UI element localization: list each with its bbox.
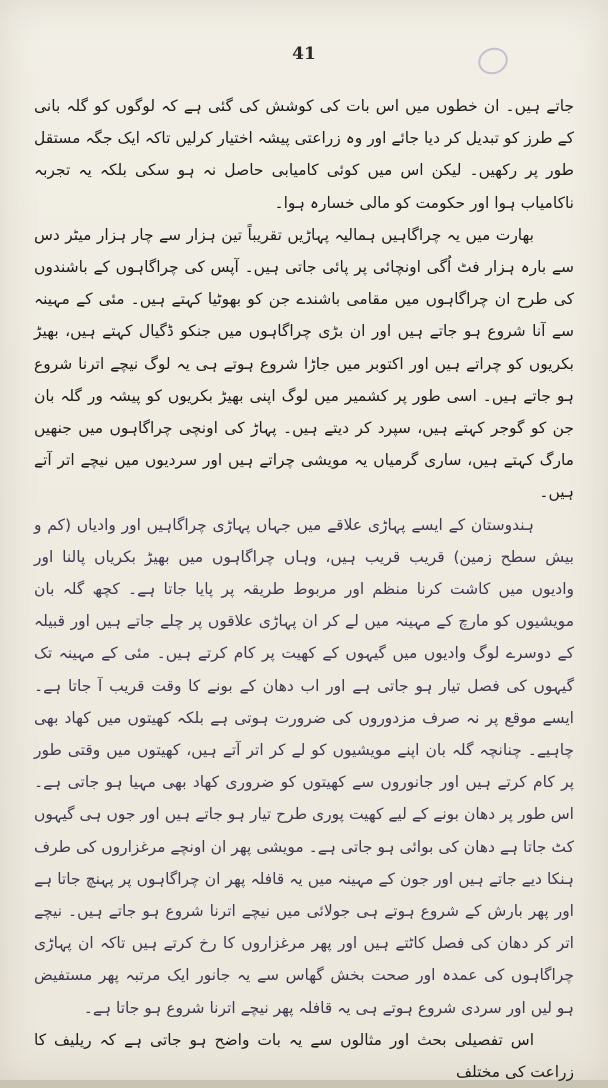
body-text — [34, 90, 574, 1088]
paragraph-2: بھارت میں یہ چراگاہیں ہمالیہ پہاڑیں تقریباً تین ہزار سے چار ہزار میٹر دس سے بارہ ہزار فٹ اُگی اونچائی پر پائی جاتی ہیں۔ آپس کی چراگاہوں کے باشندوں کی طرح ان چراگاہوں میں مقامی باشندے جن کو بھوٹیا کہتے ہیں۔ مئی کے مہینہ سے آنا شروع ہو جاتے ہیں اور ان بڑی چراگاہوں میں جنکو ڈگیال کہتے ہیں، بھیڑ بکریوں کو چراتے ہیں اور اکتوبر میں جاڑا شروع ہوتے ہی یہ لوگ نیچے اترنا شروع ہو جاتے ہیں۔ اسی طور پر کشمیر میں لوگ اپنی بھیڑ بکریوں کو پیشہ ور گلہ بان جن کو گوجر کہتے ہیں، سپرد کر دیتے ہیں۔ پہاڑ کی اونچی چراگاہوں میں جنھیں مارگ کہتے ہیں، ساری گرمیاں یہ مویشی چراتے ہیں اور سردیوں میں نیچے اتر آتے ہیں۔ — [34, 225, 574, 502]
page-number: 41 — [292, 44, 316, 64]
paragraph-4: اس تفصیلی بحث اور مثالوں سے یہ بات واضح ہو جاتی ہے کہ ریلیف کا زراعت کی مختلف — [34, 1030, 574, 1082]
paragraph-3: ہندوستان کے ایسے پہاڑی علاقے میں جہاں پہاڑی چراگاہیں اور وادیاں (کم و بیش سطح زمین) قریب قریب ہیں، وہاں چراگاہوں میں بھیڑ بکریاں پالنا اور وادیوں میں کاشت کرنا منظم اور مربوط طریقہ پر پایا جاتا ہے۔ کچھ گلہ بان مویشیوں کو مارچ کے مہینہ میں لے کر ان پہاڑی علاقوں پر چلے جاتے ہیں اور قبیلہ کے دوسرے لوگ وادیوں میں گیہوں کے کھیت پر کام کرتے ہیں۔ مئی کے مہینہ تک گیہوں کی فصل تیار ہو جاتی ہے اور اب دھان کے بونے کا وقت قریب آ جاتا ہے۔ ایسے موقع پر نہ صرف مزدوروں کی ضرورت ہوتی ہے بلکہ کھیتوں میں کھاد بھی چاہیے۔ چنانچہ گلہ بان اپنے مویشیوں کو لے کر اتر آتے ہیں، کھیتوں میں وقتی طور پر کام کرتے ہیں اور جانوروں سے کھیتوں کو ضروری کھاد بھی مہیا ہو جاتی ہے۔ اس طور پر دھان بونے کے لیے کھیت پوری طرح تیار ہو جاتے ہیں اور جوں ہی گیہوں کٹ جاتا ہے دھان کی بوائی ہو جاتی ہے۔ مویشی پھر ان اونچے مرغزاروں کی طرف ہنکا دیے جاتے ہیں اور جون کے مہینہ میں یہ قافلہ پھر ان چراگاہوں پر پہنچ جاتا ہے اور پھر بارش کے شروع ہوتے ہی جولائی میں نیچے اترنا شروع ہو جاتے ہیں۔ نیچے اتر کر دھان کی فصل کاٹتے ہیں اور پھر مرغزاروں کا رخ کرتے ہیں تاکہ ان پہاڑی چراگاہوں کی عمدہ اور صحت بخش گھاس سے یہ جانور ایک مرتبہ پھر مستفیض ہو لیں اور سردی شروع ہوتے ہی یہ قافلہ پھر نیچے اترنا شروع ہو جاتا ہے۔ — [34, 515, 574, 1017]
paragraph-1: جاتے ہیں۔ ان خطوں میں اس بات کی کوشش کی گئی ہے کہ لوگوں کو گلہ بانی کے طرز کو تبدیل کر دیا جائے اور وہ زراعتی پیشہ اختیار کرلیں تاکہ ایک جگہ مستقل طور پر رکھیں۔ لیکن اس میں کوئی کامیابی حاصل نہ ہو سکی بلکہ یہ تجربہ ناکامیاب ہوا اور حکومت کو مالی خسارہ ہوا۔ — [34, 97, 574, 212]
